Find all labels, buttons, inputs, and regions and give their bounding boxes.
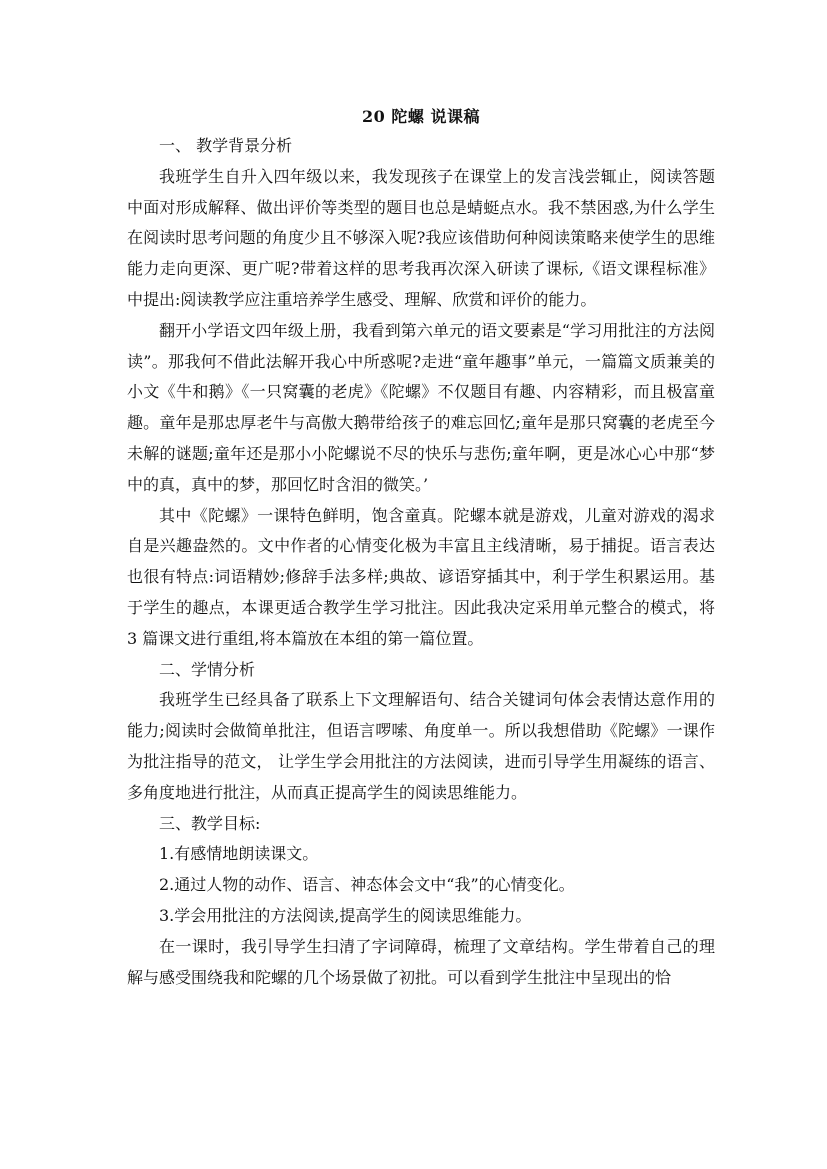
teaching-goal-3: 3.学会用批注的方法阅读,提高学生的阅读思维能力。 (159, 905, 532, 925)
document-body (127, 103, 715, 993)
teaching-goal-1: 1.有感情地朗读课文。 (159, 844, 319, 864)
section-heading-learner-analysis: 二、学情分析 (159, 659, 256, 679)
paragraph-first-lesson: 在一课时，我引导学生扫清了字词障碍，梳理了文章结构。学生带着自己的理解与感受围绕我和陀螺的几个场景做了初批。可以看到学生批注中呈现出的恰 (127, 936, 715, 987)
section-heading-teaching-goals: 三、教学目标: (159, 813, 261, 833)
paragraph-learner-analysis: 我班学生已经具备了联系上下文理解语句、结合关键词句体会表情达意作用的能力;阅读时会做简单批注，但语言啰嗦、角度单一。所以我想借助《陀螺》一课作为批注指导的范文， 让学生学会用批注的方法阅读，进而引导学生用凝练的语言、多角度地进行批注，从而真正提高学生的阅读思维能力。 (127, 690, 715, 802)
document-title: 20 陀螺 说课稿 (362, 107, 480, 126)
paragraph-background-3: 其中《陀螺》一课特色鲜明，饱含童真。陀螺本就是游戏，儿童对游戏的渴求自是兴趣盎然的。文中作者的心情变化极为丰富且主线清晰，易于捕捉。语言表达也很有特点:词语精妙;修辞手法多样;典故、谚语穿插其中，利于学生积累运用。基于学生的趣点，本课更适合教学生学习批注。因此我决定采用单元整合的模式，将 3 篇课文进行重组,将本篇放在本组的第一篇位置。 (127, 505, 715, 648)
teaching-goal-2: 2.通过人物的动作、语言、神态体会文中“我”的心情变化。 (159, 875, 575, 895)
paragraph-background-1: 我班学生自升入四年级以来，我发现孩子在课堂上的发言浅尝辄止，阅读答题中面对形成解释、做出评价等类型的题目也总是蜻蜓点水。我不禁困惑,为什么学生在阅读时思考问题的角度少且不够深入呢?我应该借助何种阅读策略来使学生的思维能力走向更深、更广呢?带着这样的思考我再次深入研读了课标,《语文课程标准》中提出:阅读教学应注重培养学生感受、理解、欣赏和评价的能力。 (127, 166, 715, 309)
section-heading-background: 一、 教学背景分析 (159, 136, 293, 155)
paragraph-background-2: 翻开小学语文四年级上册，我看到第六单元的语文要素是“学习用批注的方法阅读”。那我何不借此法解开我心中所惑呢?走进“童年趣事”单元，一篇篇文质兼美的小文《牛和鹅》《一只窝囊的老虎》《陀螺》不仅题目有趣、内容精彩，而且极富童趣。童年是那忠厚老牛与高傲大鹅带给孩子的难忘回忆;童年是那只窝囊的老虎至今未解的谜题;童年还是那小小陀螺说不尽的快乐与悲伤;童年啊，更是冰心心中那“梦中的真，真中的梦，那回忆时含泪的微笑。’ (127, 320, 715, 494)
